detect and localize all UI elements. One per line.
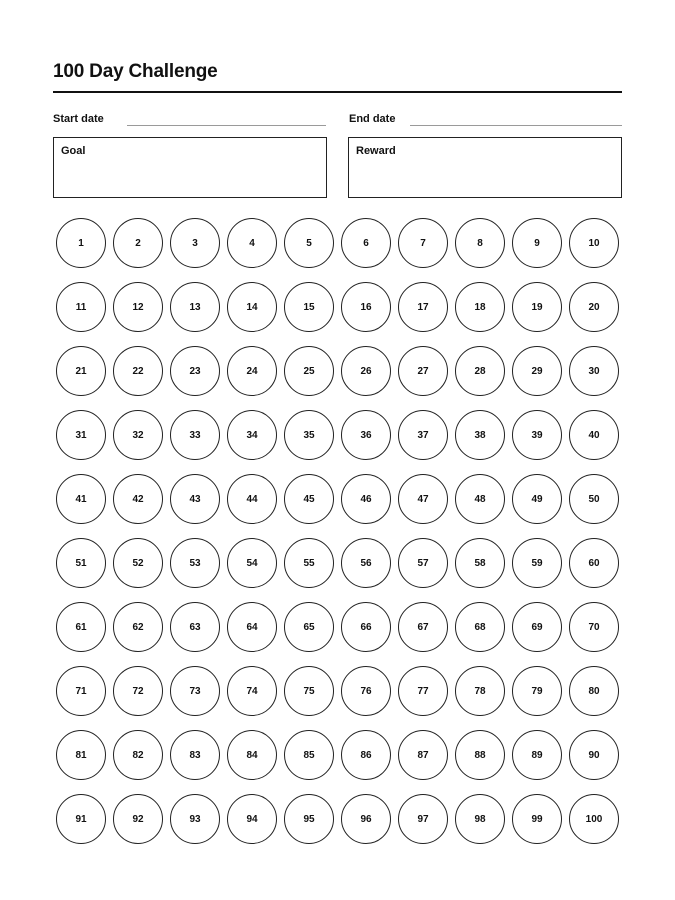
day-circle-12[interactable]: 12	[113, 282, 163, 332]
day-circle-36[interactable]: 36	[341, 410, 391, 460]
day-circle-85[interactable]: 85	[284, 730, 334, 780]
day-circle-52[interactable]: 52	[113, 538, 163, 588]
page-title: 100 Day Challenge	[53, 61, 218, 82]
day-circle-51[interactable]: 51	[56, 538, 106, 588]
day-circle-27[interactable]: 27	[398, 346, 448, 396]
day-circle-3[interactable]: 3	[170, 218, 220, 268]
day-circle-26[interactable]: 26	[341, 346, 391, 396]
day-circle-54[interactable]: 54	[227, 538, 277, 588]
day-circle-80[interactable]: 80	[569, 666, 619, 716]
day-circle-62[interactable]: 62	[113, 602, 163, 652]
day-circle-20[interactable]: 20	[569, 282, 619, 332]
day-circle-70[interactable]: 70	[569, 602, 619, 652]
day-circle-35[interactable]: 35	[284, 410, 334, 460]
day-circle-38[interactable]: 38	[455, 410, 505, 460]
day-circle-64[interactable]: 64	[227, 602, 277, 652]
day-circle-28[interactable]: 28	[455, 346, 505, 396]
day-circle-72[interactable]: 72	[113, 666, 163, 716]
day-circle-67[interactable]: 67	[398, 602, 448, 652]
day-circle-45[interactable]: 45	[284, 474, 334, 524]
day-circle-66[interactable]: 66	[341, 602, 391, 652]
day-tracker-grid	[56, 218, 620, 844]
day-circle-89[interactable]: 89	[512, 730, 562, 780]
day-circle-6[interactable]: 6	[341, 218, 391, 268]
day-circle-81[interactable]: 81	[56, 730, 106, 780]
day-circle-57[interactable]: 57	[398, 538, 448, 588]
day-circle-37[interactable]: 37	[398, 410, 448, 460]
day-circle-82[interactable]: 82	[113, 730, 163, 780]
day-circle-47[interactable]: 47	[398, 474, 448, 524]
day-circle-15[interactable]: 15	[284, 282, 334, 332]
day-circle-83[interactable]: 83	[170, 730, 220, 780]
day-circle-48[interactable]: 48	[455, 474, 505, 524]
day-circle-1[interactable]: 1	[56, 218, 106, 268]
day-circle-87[interactable]: 87	[398, 730, 448, 780]
day-circle-91[interactable]: 91	[56, 794, 106, 844]
day-circle-69[interactable]: 69	[512, 602, 562, 652]
day-circle-96[interactable]: 96	[341, 794, 391, 844]
end-date-label: End date	[349, 113, 396, 125]
day-circle-46[interactable]: 46	[341, 474, 391, 524]
day-circle-39[interactable]: 39	[512, 410, 562, 460]
day-circle-16[interactable]: 16	[341, 282, 391, 332]
day-circle-63[interactable]: 63	[170, 602, 220, 652]
day-circle-22[interactable]: 22	[113, 346, 163, 396]
day-circle-94[interactable]: 94	[227, 794, 277, 844]
day-circle-49[interactable]: 49	[512, 474, 562, 524]
day-circle-55[interactable]: 55	[284, 538, 334, 588]
day-circle-84[interactable]: 84	[227, 730, 277, 780]
day-circle-2[interactable]: 2	[113, 218, 163, 268]
day-circle-41[interactable]: 41	[56, 474, 106, 524]
day-circle-5[interactable]: 5	[284, 218, 334, 268]
day-circle-33[interactable]: 33	[170, 410, 220, 460]
day-circle-98[interactable]: 98	[455, 794, 505, 844]
day-circle-17[interactable]: 17	[398, 282, 448, 332]
day-circle-18[interactable]: 18	[455, 282, 505, 332]
day-circle-40[interactable]: 40	[569, 410, 619, 460]
day-circle-24[interactable]: 24	[227, 346, 277, 396]
day-circle-8[interactable]: 8	[455, 218, 505, 268]
day-circle-74[interactable]: 74	[227, 666, 277, 716]
day-circle-76[interactable]: 76	[341, 666, 391, 716]
day-circle-78[interactable]: 78	[455, 666, 505, 716]
day-circle-58[interactable]: 58	[455, 538, 505, 588]
day-circle-30[interactable]: 30	[569, 346, 619, 396]
reward-box[interactable]	[348, 137, 622, 198]
day-circle-93[interactable]: 93	[170, 794, 220, 844]
day-circle-60[interactable]: 60	[569, 538, 619, 588]
day-circle-92[interactable]: 92	[113, 794, 163, 844]
day-circle-23[interactable]: 23	[170, 346, 220, 396]
day-circle-32[interactable]: 32	[113, 410, 163, 460]
day-circle-44[interactable]: 44	[227, 474, 277, 524]
day-circle-9[interactable]: 9	[512, 218, 562, 268]
day-circle-50[interactable]: 50	[569, 474, 619, 524]
day-circle-43[interactable]: 43	[170, 474, 220, 524]
day-circle-100[interactable]: 100	[569, 794, 619, 844]
day-circle-4[interactable]: 4	[227, 218, 277, 268]
day-circle-73[interactable]: 73	[170, 666, 220, 716]
end-date-field[interactable]	[410, 125, 622, 126]
day-circle-19[interactable]: 19	[512, 282, 562, 332]
day-circle-10[interactable]: 10	[569, 218, 619, 268]
day-circle-90[interactable]: 90	[569, 730, 619, 780]
day-circle-61[interactable]: 61	[56, 602, 106, 652]
day-circle-68[interactable]: 68	[455, 602, 505, 652]
day-circle-34[interactable]: 34	[227, 410, 277, 460]
day-circle-13[interactable]: 13	[170, 282, 220, 332]
day-circle-53[interactable]: 53	[170, 538, 220, 588]
reward-label: Reward	[356, 145, 396, 157]
goal-box[interactable]	[53, 137, 327, 198]
day-circle-77[interactable]: 77	[398, 666, 448, 716]
day-circle-71[interactable]: 71	[56, 666, 106, 716]
day-circle-7[interactable]: 7	[398, 218, 448, 268]
day-circle-42[interactable]: 42	[113, 474, 163, 524]
goal-label: Goal	[61, 145, 86, 157]
day-circle-86[interactable]: 86	[341, 730, 391, 780]
day-circle-14[interactable]: 14	[227, 282, 277, 332]
day-circle-11[interactable]: 11	[56, 282, 106, 332]
day-circle-97[interactable]: 97	[398, 794, 448, 844]
day-circle-31[interactable]: 31	[56, 410, 106, 460]
day-circle-21[interactable]: 21	[56, 346, 106, 396]
start-date-label: Start date	[53, 113, 104, 125]
day-circle-59[interactable]: 59	[512, 538, 562, 588]
day-circle-29[interactable]: 29	[512, 346, 562, 396]
day-circle-79[interactable]: 79	[512, 666, 562, 716]
day-circle-88[interactable]: 88	[455, 730, 505, 780]
day-circle-56[interactable]: 56	[341, 538, 391, 588]
day-circle-99[interactable]: 99	[512, 794, 562, 844]
day-circle-75[interactable]: 75	[284, 666, 334, 716]
day-circle-25[interactable]: 25	[284, 346, 334, 396]
title-divider	[53, 91, 622, 93]
day-circle-65[interactable]: 65	[284, 602, 334, 652]
start-date-field[interactable]	[127, 125, 326, 126]
day-circle-95[interactable]: 95	[284, 794, 334, 844]
